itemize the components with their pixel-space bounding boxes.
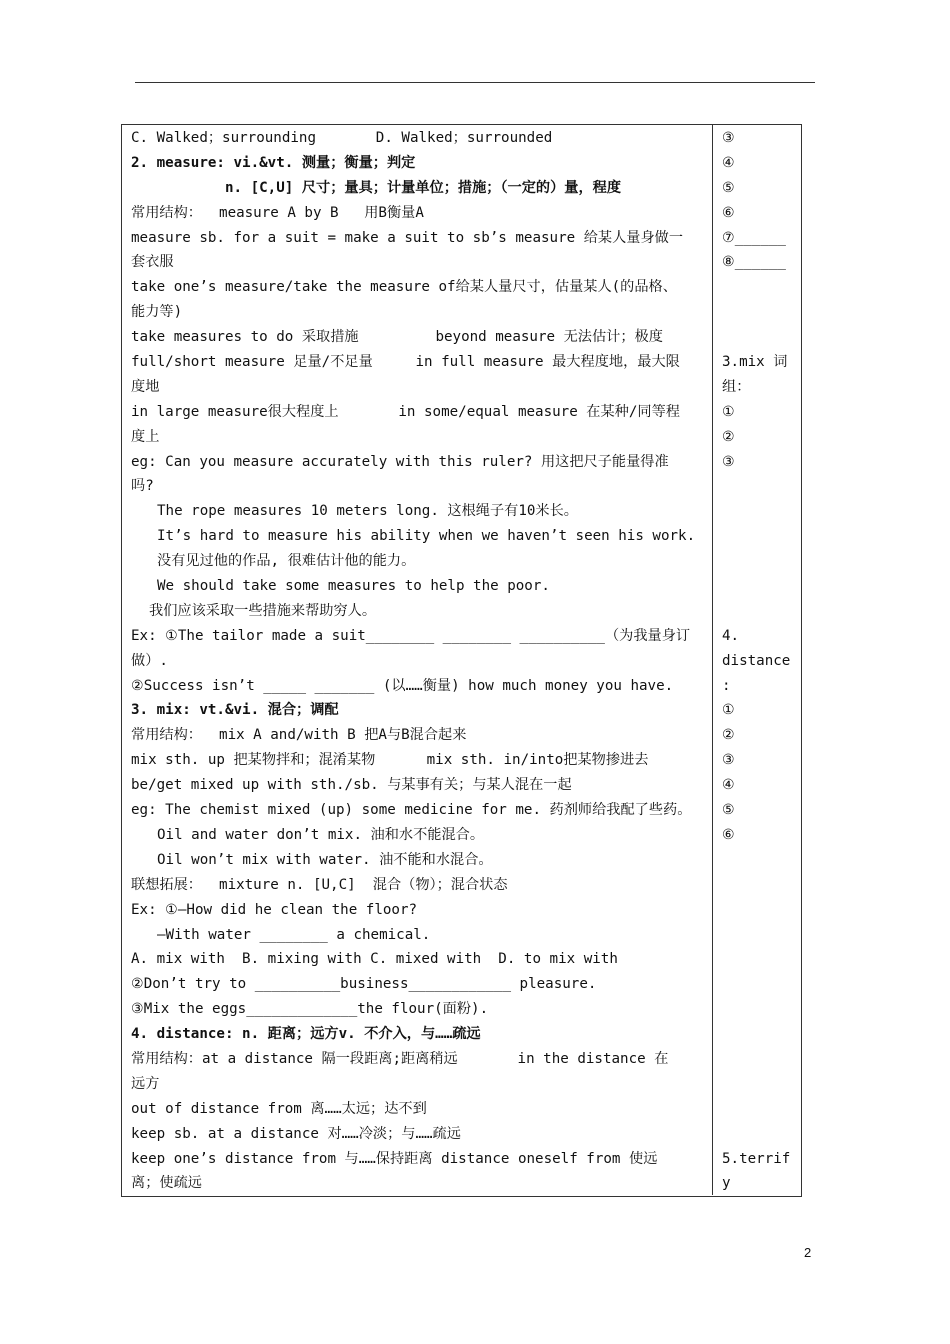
text-line: mix sth. up 把某物拌和；混淆某物 mix sth. in/into把某物掺进去 — [131, 752, 649, 769]
side-item: ⑧______ — [722, 254, 786, 271]
side-item — [722, 947, 794, 972]
side-item — [722, 1097, 794, 1122]
side-item — [722, 474, 794, 499]
side-item — [722, 1047, 794, 1072]
exercise-line: ②Don’t try to __________business____________ pleasure. — [131, 976, 597, 993]
side-item: ⑥ — [722, 204, 735, 221]
exercise-line: Ex: ①—How did he clean the floor? — [131, 901, 418, 918]
exercise-line: —With water ________ a chemical. — [157, 926, 431, 943]
side-item — [722, 524, 794, 549]
side-item: ① — [722, 403, 735, 420]
side-item — [722, 1072, 794, 1097]
side-item: ⑥ — [722, 826, 735, 843]
side-heading-mix: 组： — [722, 378, 751, 395]
example-line: It’s hard to measure his ability when we haven’t seen his work. — [157, 528, 696, 545]
side-item — [722, 599, 794, 624]
example-line: Oil won’t mix with water. 油不能和水混合。 — [157, 851, 493, 868]
side-item: ③ — [722, 752, 735, 769]
side-item — [722, 325, 794, 350]
text-line: full/short measure 足量/不足量 in full measure 最大程度地，最大限 — [131, 354, 680, 371]
side-item — [722, 873, 794, 898]
text-line: 常用结构： measure A by B 用B衡量A — [131, 204, 424, 221]
text-line: C. Walked；surrounding D. Walked；surrounded — [131, 130, 553, 146]
main-column — [131, 126, 707, 1196]
side-heading-distance: : — [722, 677, 731, 694]
exercise-line: ②Success isn’t _____ _______ (以……衡量) how much money you have. — [131, 677, 674, 694]
side-item — [722, 300, 794, 325]
example-line: The rope measures 10 meters long. 这根绳子有10米长。 — [157, 503, 578, 520]
text-line: be/get mixed up with sth./sb. 与某事有关；与某人混在一起 — [131, 777, 572, 794]
side-item: ② — [722, 727, 735, 744]
text-line: out of distance from 离……太远；达不到 — [131, 1100, 427, 1117]
section-heading-measure-noun: n. [C,U] 尺寸；量具；计量单位；措施；（一定的）量，程度 — [131, 179, 622, 196]
text-line: 离；使疏远 — [131, 1175, 202, 1192]
exercise-line: ③Mix the eggs_____________the flour(面粉). — [131, 1001, 489, 1018]
side-column — [722, 126, 794, 1196]
side-item — [722, 574, 794, 599]
text-line: 套衣服 — [131, 254, 174, 271]
example-line: We should take some measures to help the poor. — [157, 578, 550, 595]
text-line: 常用结构： mix A and/with B 把A与B混合起来 — [131, 727, 467, 744]
text-line: 联想拓展： mixture n. [U,C] 混合（物）；混合状态 — [131, 876, 508, 893]
side-item: ⑦______ — [722, 229, 786, 246]
text-line: 远方 — [131, 1075, 160, 1092]
side-item: ⑤ — [722, 179, 735, 196]
exercise-options: A. mix with B. mixing with C. mixed with D. to mix with — [131, 951, 618, 968]
side-item — [722, 972, 794, 997]
example-line: 我们应该采取一些措施来帮助穷人。 — [149, 602, 377, 619]
side-heading-distance: 4. — [722, 627, 740, 644]
side-item — [722, 923, 794, 948]
section-heading-measure: 2. measure: vi.&vt. 测量；衡量；判定 — [131, 154, 416, 171]
side-item — [722, 499, 794, 524]
side-heading-terrify: y — [722, 1175, 731, 1192]
side-item: ③ — [722, 453, 735, 470]
text-line: 常用结构：at a distance 隔一段距离;距离稍远 in the distance 在 — [131, 1050, 669, 1067]
side-item — [722, 848, 794, 873]
section-heading-mix: 3. mix: vt.&vi. 混合；调配 — [131, 702, 339, 719]
example-line: 没有见过他的作品, 很难估计他的能力。 — [157, 553, 416, 570]
side-item — [722, 275, 794, 300]
side-item: ④ — [722, 777, 735, 794]
text-line: 能力等) — [131, 304, 183, 321]
side-item — [722, 1122, 794, 1147]
text-line: keep one’s distance from 与……保持距离 distance oneself from 使远 — [131, 1150, 658, 1167]
text-line: take one’s measure/take the measure of给某人量尺寸，估量某人(的品格、 — [131, 279, 677, 296]
example-line: eg: The chemist mixed (up) some medicine for me. 药剂师给我配了些药。 — [131, 802, 692, 819]
side-heading-terrify: 5.terrif — [722, 1150, 791, 1167]
side-item — [722, 1022, 794, 1047]
side-item: ④ — [722, 154, 735, 171]
text-line: take measures to do 采取措施 beyond measure 无法估计；极度 — [131, 329, 663, 346]
text-line: measure sb. for a suit = make a suit to sb’s measure 给某人量身做一 — [131, 229, 684, 246]
example-line: 吗? — [131, 478, 154, 495]
text-line: 度地 — [131, 378, 160, 395]
side-heading-mix: 3.mix 词 — [722, 354, 788, 371]
page-number: 2 — [804, 1245, 812, 1260]
side-item: ③ — [722, 130, 735, 146]
example-line: Oil and water don’t mix. 油和水不能混合。 — [157, 826, 485, 843]
side-item — [722, 549, 794, 574]
text-line: keep sb. at a distance 对……冷淡；与……疏远 — [131, 1125, 461, 1142]
example-line: eg: Can you measure accurately with this ruler? 用这把尺子能量得准 — [131, 453, 669, 470]
text-line: in large measure很大程度上 in some/equal measure 在某种/同等程 — [131, 403, 680, 420]
side-heading-distance: distance — [722, 652, 791, 669]
exercise-line: 做）. — [131, 652, 168, 669]
side-item — [722, 997, 794, 1022]
side-item: ⑤ — [722, 802, 735, 819]
exercise-line: Ex: ①The tailor made a suit________ ________ __________（为我量身订 — [131, 627, 691, 644]
section-heading-distance: 4. distance: n. 距离；远方v. 不介入，与……疏远 — [131, 1026, 481, 1043]
header-rule — [135, 82, 815, 83]
side-item: ① — [722, 702, 735, 719]
side-item — [722, 898, 794, 923]
column-divider — [712, 124, 713, 1195]
side-item: ② — [722, 428, 735, 445]
text-line: 度上 — [131, 428, 160, 445]
